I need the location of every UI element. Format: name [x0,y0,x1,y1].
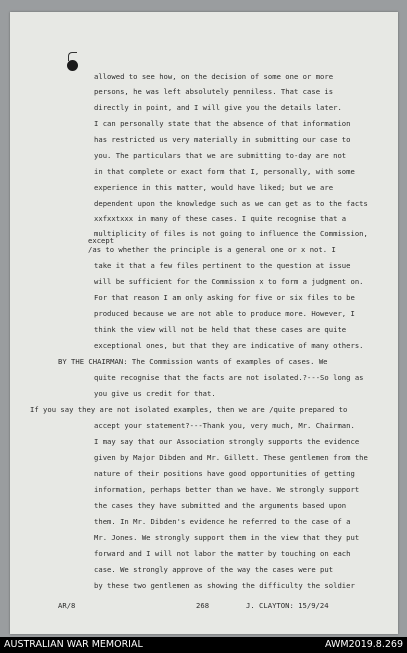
document-page [10,12,398,634]
text-line: If you say they are not isolated examples, then we are /quite prepared to [30,405,348,414]
archive-footer-bar [0,637,407,653]
text-line: I can personally state that the absence of that information [94,119,351,128]
text-line: think the view will not be held that these cases are quite [94,325,347,334]
punch-hole [67,60,78,71]
text-line: will be sufficient for the Commission x to form a judgment on. [94,277,364,286]
text-line: forward and I will not labor the matter by touching on each [94,549,351,558]
text-line: case. We strongly approve of the way the cases were put [94,565,334,574]
text-line: multiplicity of files is not going to influence the Commission, [94,229,368,238]
archive-item-id: AWM2019.8.269 [325,639,403,650]
text-line: dependent upon the knowledge such as we can get as to the facts [94,199,368,208]
text-line: directly in point, and I will give you the details later. [94,103,342,112]
text-line: quite recognise that the facts are not isolated.?---So long as [94,373,364,382]
text-line: For that reason I am only asking for five or six files to be [94,293,355,302]
text-line: exceptional ones, but that they are indicative of many others. [94,341,364,350]
text-line: you. The particulars that we are submitting to-day are not [94,151,347,160]
footer-reference: AR/8 [58,601,76,610]
text-line: BY THE CHAIRMAN: The Commission wants of examples of cases. We [58,357,328,366]
text-line: you give us credit for that. [94,389,216,398]
handwritten-insert: except [88,236,115,245]
text-line: /as to whether the principle is a general one or x not. I [88,245,336,254]
text-line: has restricted us very materially in submitting our case to [94,135,351,144]
text-line: produced because we are not able to produce more. However, I [94,309,355,318]
text-line: allowed to see how, on the decision of some one or more [94,72,334,81]
page-number: 268 [196,601,210,610]
text-line: xxfxxtxxx in many of these cases. I quite recognise that a [94,214,347,223]
footer-signature: J. CLAYTON: 15/9/24 [246,601,329,610]
text-line: persons, he was left absolutely penniless. That case is [94,87,334,96]
text-line: them. In Mr. Dibden's evidence he referred to the case of a [94,517,351,526]
text-line: in that complete or exact form that I, personally, with some [94,167,355,176]
text-line: I may say that our Association strongly supports the evidence [94,437,360,446]
text-line: nature of their positions have good opportunities of getting [94,469,355,478]
text-line: accept your statement?---Thank you, very much, Mr. Chairman. [94,421,355,430]
text-line: Mr. Jones. We strongly support them in the view that they put [94,533,360,542]
text-line: experience in this matter, would have liked; but we are [94,183,334,192]
text-line: by these two gentlemen as showing the difficulty the soldier [94,581,355,590]
text-line: given by Major Dibden and Mr. Gillett. These gentlemen from the [94,453,368,462]
text-line: information, perhaps better than we have. We strongly support [94,485,360,494]
text-line: take it that a few files pertinent to the question at issue [94,261,351,270]
text-line: the cases they have submitted and the arguments based upon [94,501,347,510]
archive-institution: AUSTRALIAN WAR MEMORIAL [4,639,143,650]
